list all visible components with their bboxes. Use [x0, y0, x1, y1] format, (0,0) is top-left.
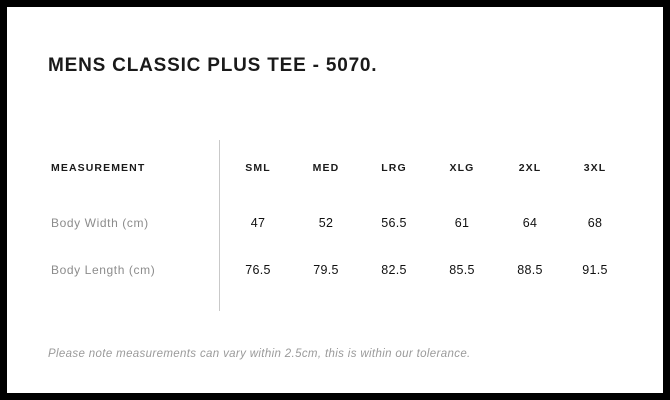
cell-body-width-xlg: 61	[454, 215, 470, 230]
page-title: MENS CLASSIC PLUS TEE - 5070.	[48, 55, 378, 76]
row-label-body-length: Body Length (cm)	[51, 262, 156, 277]
row-label-body-width: Body Width (cm)	[51, 215, 149, 230]
table-row	[48, 199, 626, 246]
column-header-med: MED	[312, 162, 340, 174]
cell-body-length-med: 79.5	[313, 262, 339, 277]
size-table	[48, 137, 626, 293]
cell-body-width-lrg: 56.5	[381, 215, 407, 230]
table-row	[48, 246, 626, 293]
size-table-container	[48, 137, 626, 293]
cell-body-width-sml: 47	[250, 215, 266, 230]
column-header-2xl: 2XL	[518, 162, 542, 174]
column-header-xlg: XLG	[449, 162, 475, 174]
column-header-measurement: MEASUREMENT	[51, 162, 146, 174]
cell-body-width-2xl: 64	[522, 215, 538, 230]
cell-body-length-lrg: 82.5	[381, 262, 407, 277]
tolerance-note: Please note measurements can vary within 2.5cm, this is within our tolerance.	[48, 348, 471, 360]
column-header-3xl: 3XL	[583, 162, 607, 174]
cell-body-width-med: 52	[318, 215, 334, 230]
size-chart-page	[7, 7, 663, 393]
cell-body-width-3xl: 68	[587, 215, 603, 230]
cell-body-length-sml: 76.5	[245, 262, 271, 277]
cell-body-length-xlg: 85.5	[449, 262, 475, 277]
cell-body-length-3xl: 91.5	[582, 262, 608, 277]
column-header-lrg: LRG	[381, 162, 407, 174]
column-header-sml: SML	[245, 162, 271, 174]
table-header-row	[48, 137, 626, 199]
cell-body-length-2xl: 88.5	[517, 262, 543, 277]
